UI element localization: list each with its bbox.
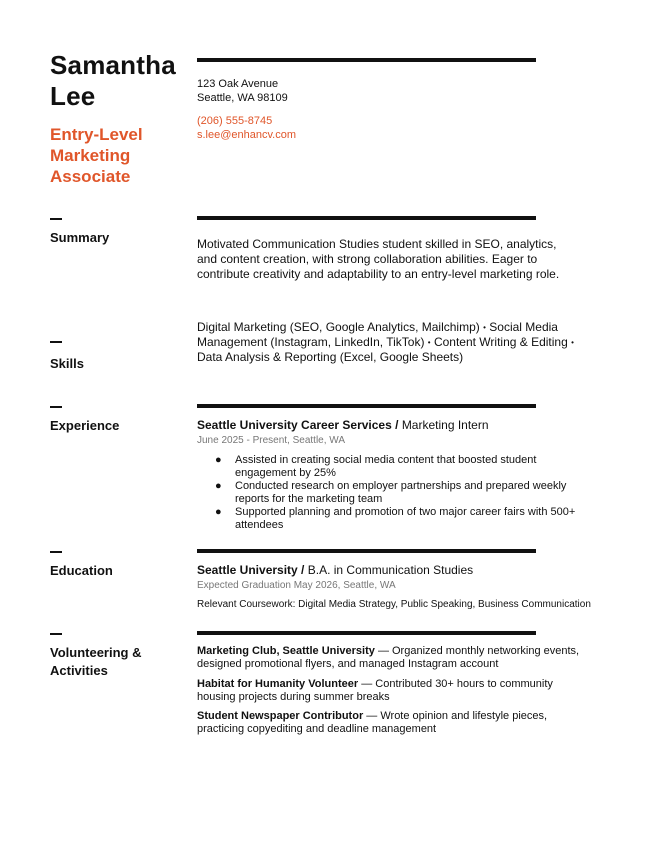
last-name: Lee [50,81,96,111]
bullet-icon: ● [215,454,222,466]
education-school: Seattle University [197,563,298,577]
skill-item: Digital Marketing (SEO, Google Analytics, Mailchimp) [197,320,480,334]
title-slash: / [391,418,402,432]
job-title-line: Entry-Level [50,125,143,144]
first-name: Samantha [50,50,176,80]
volunteering-heading [50,644,141,680]
volunteering-heading-line: Activities [50,663,108,678]
volunteering-heading-line: Volunteering & [50,645,142,660]
education-coursework: Relevant Coursework: Digital Media Strategy, Public Speaking, Business Communication [197,599,591,610]
experience-position: Marketing Intern [401,418,489,432]
phone-link[interactable]: (206) 555-8745 [197,115,273,127]
section-dash [50,633,62,635]
bullet-text: Conducted research on employer partnerships and prepared weekly reports for the marketing team [235,480,567,505]
bullet-text: Assisted in creating social media content that boosted student engagement by 25% [235,454,537,479]
skill-separator: • [483,323,486,332]
experience-org: Seattle University Career Services [197,418,392,432]
education-heading: Education [50,563,113,578]
education-dates: Expected Graduation May 2026, Seattle, WA [197,580,396,591]
volunteering-name: Habitat for Humanity Volunteer [197,678,359,690]
address [197,77,577,105]
section-rule [197,631,536,635]
skills-list [197,320,577,365]
title-slash: / [297,563,308,577]
job-title [50,124,143,187]
job-title-line: Associate [50,167,131,186]
education-degree: B.A. in Communication Studies [307,563,474,577]
experience-heading: Experience [50,418,120,433]
list-item [215,454,595,480]
section-rule [197,216,536,220]
address-line: Seattle, WA 98109 [197,92,288,104]
section-rule [197,549,536,553]
volunteering-item [197,678,587,704]
volunteering-name: Marketing Club, Seattle University [197,645,375,657]
volunteering-item [197,645,587,671]
education-entry-title [197,563,577,578]
list-item [215,480,595,506]
skill-item: Social Media Management (Instagram, LinkedIn, TikTok) [197,320,558,349]
summary-text: Motivated Communication Studies student skilled in SEO, analytics, and content creation, with strong collaboration abilities. Eager to contribute creativity and adaptability to an entry-level marketing role. [197,237,560,281]
experience-dates: June 2025 - Present, Seattle, WA [197,435,346,446]
skill-separator: • [571,338,574,347]
list-item [215,506,595,532]
summary-heading: Summary [50,230,110,245]
section-dash [50,406,62,408]
experience-bullets [215,454,595,532]
experience-entry-title [197,418,577,433]
skill-separator: • [427,338,431,347]
header-rule [197,58,536,62]
contact [197,114,577,142]
bullet-icon: ● [215,480,222,492]
section-dash [50,341,62,343]
candidate-name [50,50,176,112]
section-dash [50,218,62,220]
bullet-text: Supported planning and promotion of two major career fairs with 500+ attendees [235,506,576,531]
volunteering-item [197,710,587,736]
volunteering-desc: — Organized monthly networking events, designed promotional flyers, and managed Instagram account [197,645,580,670]
volunteering-desc: — Wrote opinion and lifestyle pieces, practicing copyediting and deadline management [197,710,548,735]
volunteering-name: Student Newspaper Contributor [197,710,364,722]
skill-item: Data Analysis & Reporting (Excel, Google Sheets) [197,350,464,364]
skills-heading: Skills [50,356,84,371]
bullet-icon: ● [215,506,222,518]
skill-item: Content Writing & Editing [433,335,568,349]
section-rule [197,404,536,408]
address-line: 123 Oak Avenue [197,78,279,90]
section-dash [50,551,62,553]
job-title-line: Marketing [50,146,131,165]
email-link[interactable]: s.lee@enhancv.com [197,129,297,141]
volunteering-desc: — Contributed 30+ hours to community housing projects during summer breaks [197,678,553,703]
